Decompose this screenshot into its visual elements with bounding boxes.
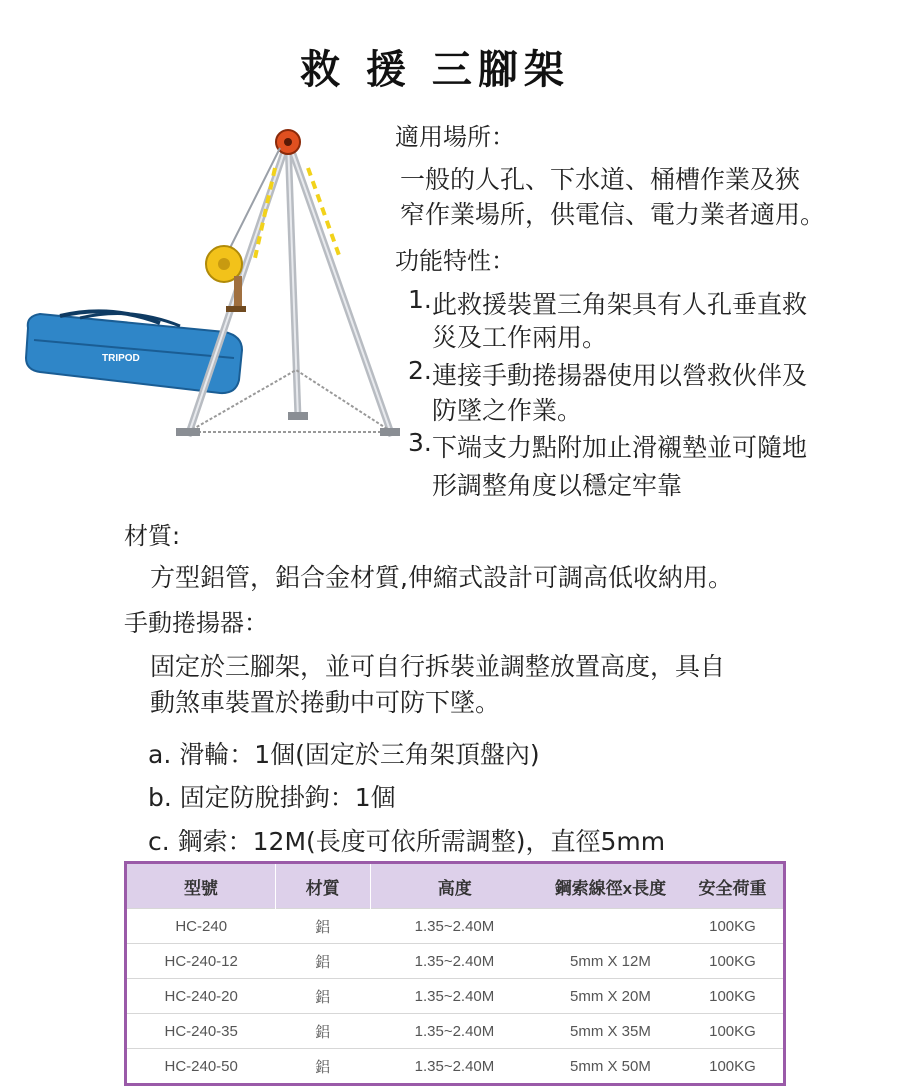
material-heading: 材質:	[124, 522, 181, 550]
winch-text: 動煞車裝置於捲動中可防下墜。	[150, 688, 501, 717]
features-heading: 功能特性：	[395, 247, 515, 275]
table-row	[126, 1014, 785, 1049]
feature-number: 2.	[408, 356, 432, 385]
cell-load: 100KG	[682, 979, 785, 1014]
table-row	[126, 1049, 785, 1085]
cell-cable: 5mm X 20M	[539, 979, 682, 1014]
cell-height: 1.35~2.40M	[370, 1014, 539, 1049]
cell-material: 鋁	[275, 1014, 370, 1049]
spec-table	[124, 861, 786, 1086]
cell-cable: 5mm X 12M	[539, 944, 682, 979]
cell-height: 1.35~2.40M	[370, 979, 539, 1014]
feature-text: 災及工作兩用。	[432, 323, 608, 352]
cell-load: 100KG	[682, 909, 785, 944]
tripod-illustration	[20, 118, 400, 458]
table-row	[126, 979, 785, 1014]
page-title: 救 援 三腳架	[300, 46, 570, 93]
feature-text: 下端支力點附加止滑襯墊並可隨地	[432, 433, 808, 462]
material-text: 方型鋁管，鋁合金材質,伸縮式設計可調高低收納用。	[150, 563, 733, 592]
winch-spec: b. 固定防脫掛鉤：1個	[148, 783, 396, 812]
cell-load: 100KG	[682, 1049, 785, 1085]
cell-height: 1.35~2.40M	[370, 944, 539, 979]
cell-height: 1.35~2.40M	[370, 909, 539, 944]
table-row	[126, 909, 785, 944]
feature-text: 形調整角度以穩定牢靠	[432, 471, 683, 500]
column-header-material: 材質	[275, 863, 370, 909]
cell-height: 1.35~2.40M	[370, 1049, 539, 1085]
cell-model: HC-240	[126, 909, 276, 944]
column-header-height: 高度	[370, 863, 539, 909]
cell-model: HC-240-50	[126, 1049, 276, 1085]
cell-cable: 5mm X 35M	[539, 1014, 682, 1049]
cell-model: HC-240-12	[126, 944, 276, 979]
cell-load: 100KG	[682, 944, 785, 979]
winch-heading: 手動捲揚器：	[124, 609, 268, 637]
column-header-cable: 鋼索線徑x長度	[539, 863, 682, 909]
table-header-row	[126, 863, 785, 909]
winch-spec: c. 鋼索：12M(長度可依所需調整)，直徑5mm	[148, 827, 666, 856]
winch-text: 固定於三腳架，並可自行拆裝並調整放置高度，具自	[150, 652, 726, 681]
cell-model: HC-240-20	[126, 979, 276, 1014]
winch-icon	[206, 246, 246, 312]
cell-material: 鋁	[275, 909, 370, 944]
cell-material: 鋁	[275, 979, 370, 1014]
cell-cable: 5mm X 50M	[539, 1049, 682, 1085]
cell-material: 鋁	[275, 944, 370, 979]
usage-line: 一般的人孔、下水道、桶槽作業及狹	[400, 165, 801, 194]
cell-model: HC-240-35	[126, 1014, 276, 1049]
feature-number: 3.	[408, 428, 432, 457]
feature-text: 此救援裝置三角架具有人孔垂直救	[432, 290, 808, 319]
table-row	[126, 944, 785, 979]
bag-label: TRIPOD	[102, 353, 140, 364]
feature-text: 防墜之作業。	[432, 396, 583, 425]
cell-load: 100KG	[682, 1014, 785, 1049]
usage-line: 窄作業場所，供電信、電力業者適用。	[400, 200, 826, 229]
column-header-model: 型號	[126, 863, 276, 909]
cell-cable	[539, 909, 682, 944]
feature-text: 連接手動捲揚器使用以營救伙伴及	[432, 361, 808, 390]
winch-spec: a. 滑輪：1個(固定於三角架頂盤內)	[148, 740, 540, 769]
column-header-load: 安全荷重	[682, 863, 785, 909]
feature-number: 1.	[408, 285, 432, 314]
usage-heading: 適用場所：	[395, 123, 515, 151]
cell-material: 鋁	[275, 1049, 370, 1085]
